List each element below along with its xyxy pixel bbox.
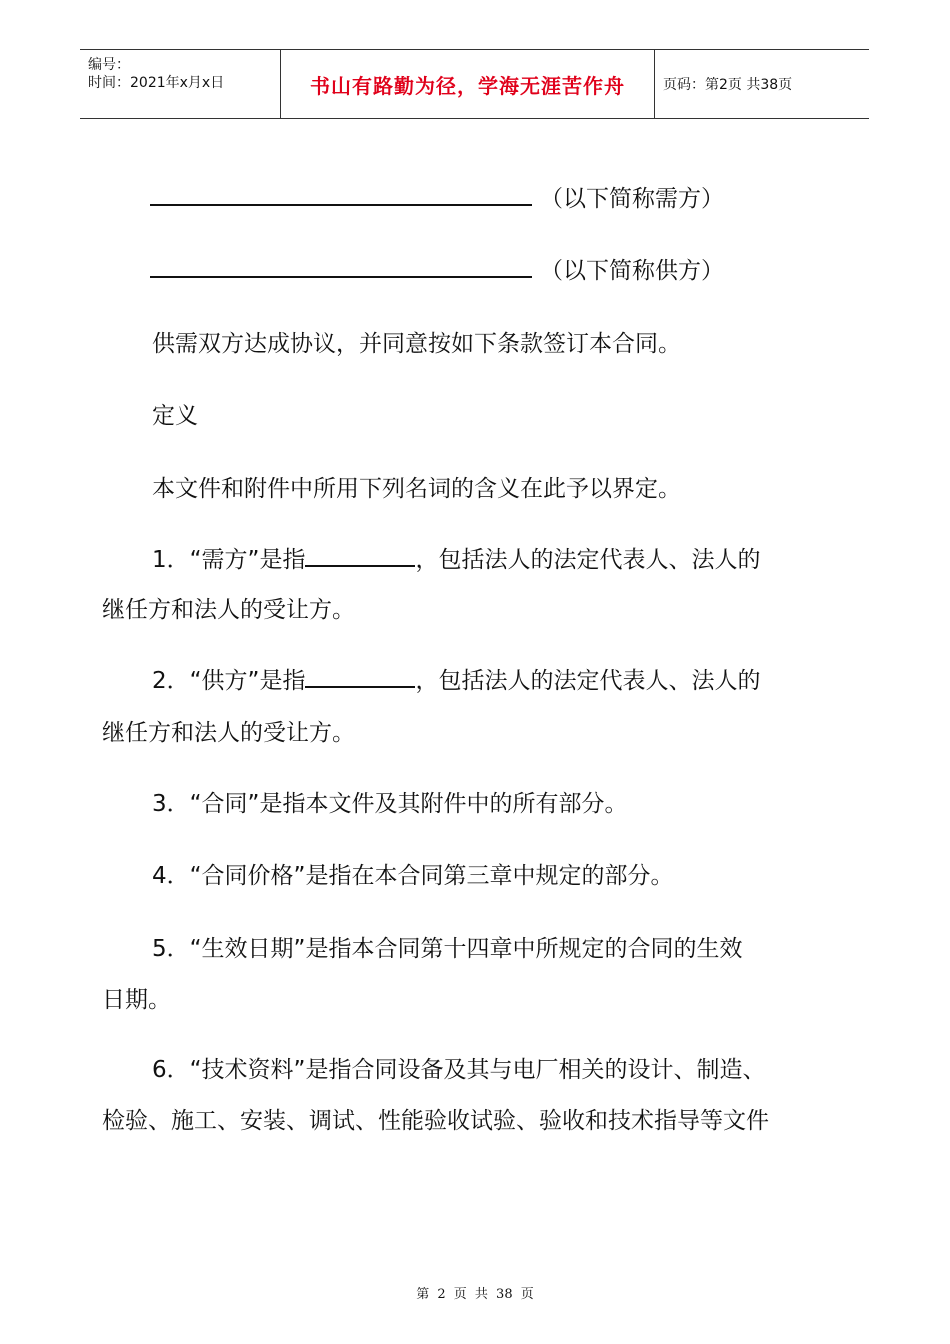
header-divider — [654, 50, 655, 118]
definition-item-5: 5．“生效日期”是指本合同第十四章中所规定的合同的生效 — [152, 936, 743, 962]
definition-item-4: 4．“合同价格”是指在本合同第三章中规定的部分。 — [152, 863, 674, 889]
header-time-label: 时间：2021年x月x日 — [88, 75, 225, 91]
section-title: 定义 — [152, 403, 198, 429]
item2-prefix: 2．“供方”是指 — [152, 668, 306, 694]
party-a-suffix: （以下简称需方） — [540, 186, 724, 212]
definition-item-6-cont: 检验、施工、安装、调试、性能验收试验、验收和技术指导等文件 — [102, 1108, 769, 1134]
item2-blank[interactable] — [305, 666, 415, 688]
item1-blank[interactable] — [305, 545, 415, 567]
header-page-info: 页码：第2页 共38页 — [663, 77, 793, 93]
party-b-suffix: （以下简称供方） — [540, 258, 724, 284]
item1-prefix: 1．“需方”是指 — [152, 547, 306, 573]
page-footer: 第 2 页 共 38 页 — [416, 1287, 534, 1302]
item1-suffix: ，包括法人的法定代表人、法人的 — [415, 547, 761, 573]
header-number-label: 编号： — [88, 57, 130, 73]
party-a-line — [150, 183, 724, 215]
header-meta — [88, 56, 224, 92]
definition-item-2 — [152, 665, 760, 697]
header-motto: 书山有路勤为径，学海无涯苦作舟 — [310, 73, 625, 98]
definition-item-5-cont: 日期。 — [102, 987, 171, 1013]
definition-item-3: 3．“合同”是指本文件及其附件中的所有部分。 — [152, 791, 628, 817]
definition-item-1-cont: 继任方和法人的受让方。 — [102, 597, 355, 623]
party-a-blank[interactable] — [150, 184, 532, 206]
intro-paragraph: 供需双方达成协议，并同意按如下条款签订本合同。 — [152, 331, 681, 357]
definition-item-2-cont: 继任方和法人的受让方。 — [102, 720, 355, 746]
party-b-blank[interactable] — [150, 256, 532, 278]
definition-item-1 — [152, 544, 760, 576]
page-header — [80, 49, 869, 119]
definition-intro: 本文件和附件中所用下列名词的含义在此予以界定。 — [152, 476, 681, 502]
definition-item-6: 6．“技术资料”是指合同设备及其与电厂相关的设计、制造、 — [152, 1057, 766, 1083]
item2-suffix: ，包括法人的法定代表人、法人的 — [415, 668, 761, 694]
party-b-line — [150, 255, 724, 287]
